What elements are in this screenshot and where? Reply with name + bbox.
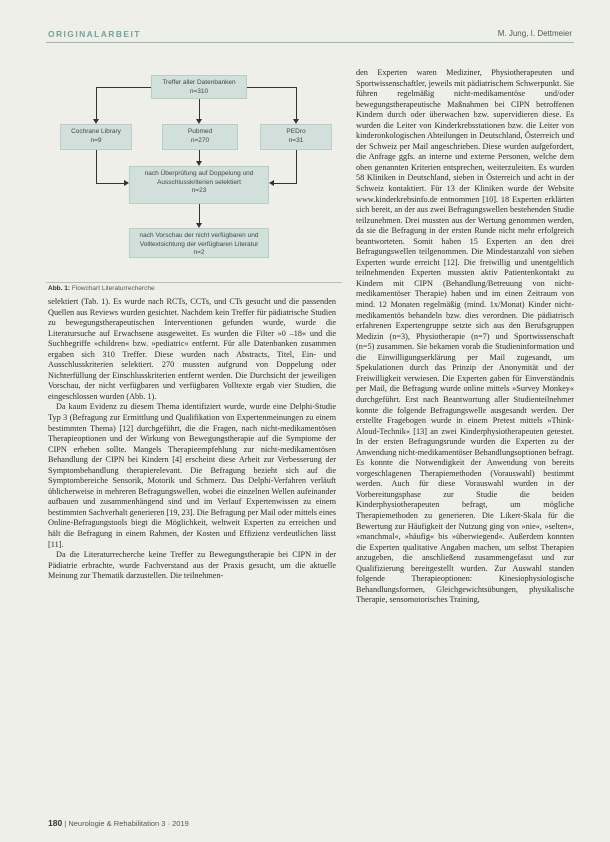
connector-line bbox=[96, 183, 124, 184]
paragraph: Da die Literaturrecherche keine Treffer zu Bewegungstherapie bei CIPN in der Pädiatrie erbrachte, wurde Fachverstand aus der Praxis gesucht, um die aktuelle Meinung zur Thematik darzustellen. Die teilnehmen- bbox=[48, 550, 336, 581]
connector-line bbox=[247, 87, 296, 88]
page-number: 180 bbox=[48, 818, 63, 828]
box-pedro: PEDro n=31 bbox=[260, 124, 332, 150]
caption-text: Flowchart Literaturrecherche bbox=[71, 285, 155, 292]
section-label: ORIGINALARBEIT bbox=[48, 29, 141, 39]
connector-line bbox=[96, 87, 151, 88]
left-column bbox=[48, 297, 336, 582]
author-names: M. Jung, I. Dettmeier bbox=[497, 29, 572, 38]
arrowhead bbox=[196, 223, 202, 228]
journal-name: Neurologie & Rehabilitation 3 · 2019 bbox=[68, 819, 189, 828]
right-column bbox=[356, 68, 574, 606]
caption-label: Abb. 1: bbox=[48, 285, 71, 292]
connector-line bbox=[96, 87, 97, 119]
connector-line bbox=[96, 150, 97, 183]
connector-line bbox=[199, 99, 200, 119]
arrowhead bbox=[124, 180, 129, 186]
box-all-hits: Treffer aller Datenbanken n=310 bbox=[151, 75, 247, 99]
arrowhead bbox=[196, 161, 202, 166]
connector-line bbox=[199, 204, 200, 223]
flowchart-figure bbox=[48, 58, 340, 278]
box-cochrane: Cochrane Library n=9 bbox=[60, 124, 132, 150]
header-rule bbox=[46, 42, 574, 43]
box-merge: nach Überprüfung auf Doppelung und Ausschlusskriterien selektiert n=23 bbox=[129, 166, 269, 204]
page-footer bbox=[48, 818, 189, 828]
arrowhead bbox=[269, 180, 274, 186]
connector-line bbox=[296, 150, 297, 183]
paragraph: den Experten waren Mediziner, Physiotherapeuten und Sportwissenschaftler, jeweils mit pädiatrischem Schwerpunkt. Sie führen regelmäßig nicht-medikamentöse und/oder bewegungstherapeutische Maßnahmen bei CIPN betroffenen Kindern durch oder überwachen bzw. supervidieren diese. Es wurden die Leiter von Kinderkrebsstationen bzw. die Leiter von kinderonkologischen Abteilungen in Deutschland, Österreich und der Schweiz per Mail angeschrieben. Diese wurden aufgefordert, die Anfrage ggfs. an interne und externe Personen, welche dem oben genannten Kriterien entsprechen, weiterzuleiten. Es wurden 58 Kliniken in Deutschland, sieben in Österreich und acht in der Schweiz kontaktiert. Für 13 der Kliniken wurde der Website www.kinderkrebsinfo.de entnommen [10]. 18 Experten erklärten sich bereit, an der aus zwei Befragungswellen bestehenden Studie teilzunehmen. Drei mussten aus der Wertung genommen werden, da sie die Befragung in der ersten Runde nicht mehr erfolgreich beantworteten. Somit haben 15 Experten an den drei Befragungswellen teilgenommen. Die Mindestanzahl von sieben Experten wurde erreicht [12]. Die freiwillig und unentgeltlich teilnehmenden Experten mussten aktiv Patientenkontakt zu Kindern mit CIPN (Behandlung/Betreuung von nicht-medikamentöser Therapie) haben und im einen Zeitraum von mind. 12 Monaten regelmäßig (mind. 1x/Monat) Kinder nicht-medikamentös behandeln bzw. dies verordnen. Die pädiatrisch erfahrenen Expertengruppe setzte sich aus den Berufsgruppen Medizin (n=3), Physiotherapie (n=7) und Sportwissenschaft (n=5) zusammen. Sie bekamen vorab die Studieninformation und die Einwilligungserklärung per Mail zugesandt, um Spekulationen durch das Prinzip der Anonymität und der Freiwilligkeit verwiesen. Die Experten gaben für Einverständnis per Mail, die Befragung wurde online mittels »Survey Monkey« durchgeführt. Erst nach Beantwortung aller Studienteilnehmer konnte die folgende Befragungswelle ausgesandt werden. Der erstellte Fragebogen wurde in einem Pretest mittels »Think-Aloud-Technik« [13] an zwei Kinderphysiotherapeuten getestet. In der ersten Befragungsrunde wurden die Experten zu der Anwendung nicht-medikamentöser Behandlungsoptionen befragt. Es konnte die Notwendigkeit der Anwendung von bereits vorgeschlagenen Therapiemethoden (Vorauswahl) bestimmt werden. Auch für diese Vorauswahl wurden in der Vorbereitungsphase zur Studie die beiden Kinderphysiotherapeuten befragt, um mögliche Therapiemethoden zu generieren. Die Likert-Skala für die Bewertung zur Häufigkeit der Nutzung ging von »nie«, »selten«, »manchmal«, »häufig« bis »überwiegend«. Außerdem konnten die Experten qualitative Angaben machen, um selbst Therapien anzugeben, die anschließend zusammengefasst und zur Qualifizierung bereitgestellt wurden. Zur Auswahl standen folgende Therapieoptionen: Kinesiophysiologische Behandlungsformen, Gleichgewichtsübungen, physikalische Therapie, sensomotorisches Training, bbox=[356, 68, 574, 605]
box-pubmed: Pubmed n=270 bbox=[162, 124, 238, 150]
paragraph: selektiert (Tab. 1). Es wurde nach RCTs, CCTs, und CTs gesucht und die passenden Quellen aus Reviews wurden gesichtet. Nachdem kein Treffer für pädiatrische Studien zu bewegungstherapeutischen Interventionen gefunden wurde, wurde die Literatursuche auf Erwachsene ausgeweitet. Es wurden die Filter »0 –18« und die Suchbegriffe »children« bzw. »pediatric« entfernt. Für alle Datenbanken zusammen ergaben sich 310 Treffer. Diese wurden nach Abstracts, Titel, Ein- und Ausschlusskriterien selektiert. 270 mussten aufgrund von Doppelung oder Nichterfüllung der Einschlusskriterien entfernt werden. Die Durchsicht der jeweiligen Vorschau, der nicht verfügbaren und verfügbaren Volltexte ergab vier Studien, die eingeschlossen wurden (Abb. 1). bbox=[48, 297, 336, 401]
arrowhead bbox=[93, 119, 99, 124]
footer-separator: | bbox=[64, 819, 69, 828]
figure-rule bbox=[46, 282, 342, 283]
connector-line bbox=[274, 183, 297, 184]
box-final: nach Vorschau der nicht verfügbaren und Volltextsichtung der verfügbaren Literatur n=2 bbox=[129, 228, 269, 258]
figure-caption bbox=[48, 285, 155, 292]
arrowhead bbox=[196, 119, 202, 124]
connector-line bbox=[199, 150, 200, 161]
connector-line bbox=[296, 87, 297, 119]
arrowhead bbox=[293, 119, 299, 124]
paragraph: Da kaum Evidenz zu diesem Thema identifiziert wurde, wurde eine Delphi-Studie Typ 3 (Befragung zur Ermittlung und Qualifikation von Expertenmeinungen zu einem bestimmten Thema) [12] durchgeführt, die die Fragen, nach nicht-medikamentösen Therapieoptionen und der Wirkung von Bewegungstherapie auf die Symptome der CIPN erheben sollte. Mangels Therapieempfehlung zur nicht-medikamentösen Behandlung der CIPN bei Kindern [4] erscheint diese Arbeit zur Verbesserung der Symptombehandlung therapierelevant. Die Befragung bezieht sich auf die Symptombereiche Sensorik, Motorik und Schmerz. Das Delphi-Verfahren verläuft üblicherweise in mehreren Befragungswellen, wobei die einzelnen Wellen aufeinander aufbauen und zusammenhängend sind und im Verlauf Expertenwissen zu einem bestimmten Sachverhalt generieren [19, 23]. Die Befragung per Mail oder mittels eines Online-Befragungstools biegt die Möglichkeit, weltweit Experten zu erreichen und hält die Befragung in einem Rahmen, der Kosten und Effizienz verdeutlichen lässt [11]. bbox=[48, 402, 336, 549]
